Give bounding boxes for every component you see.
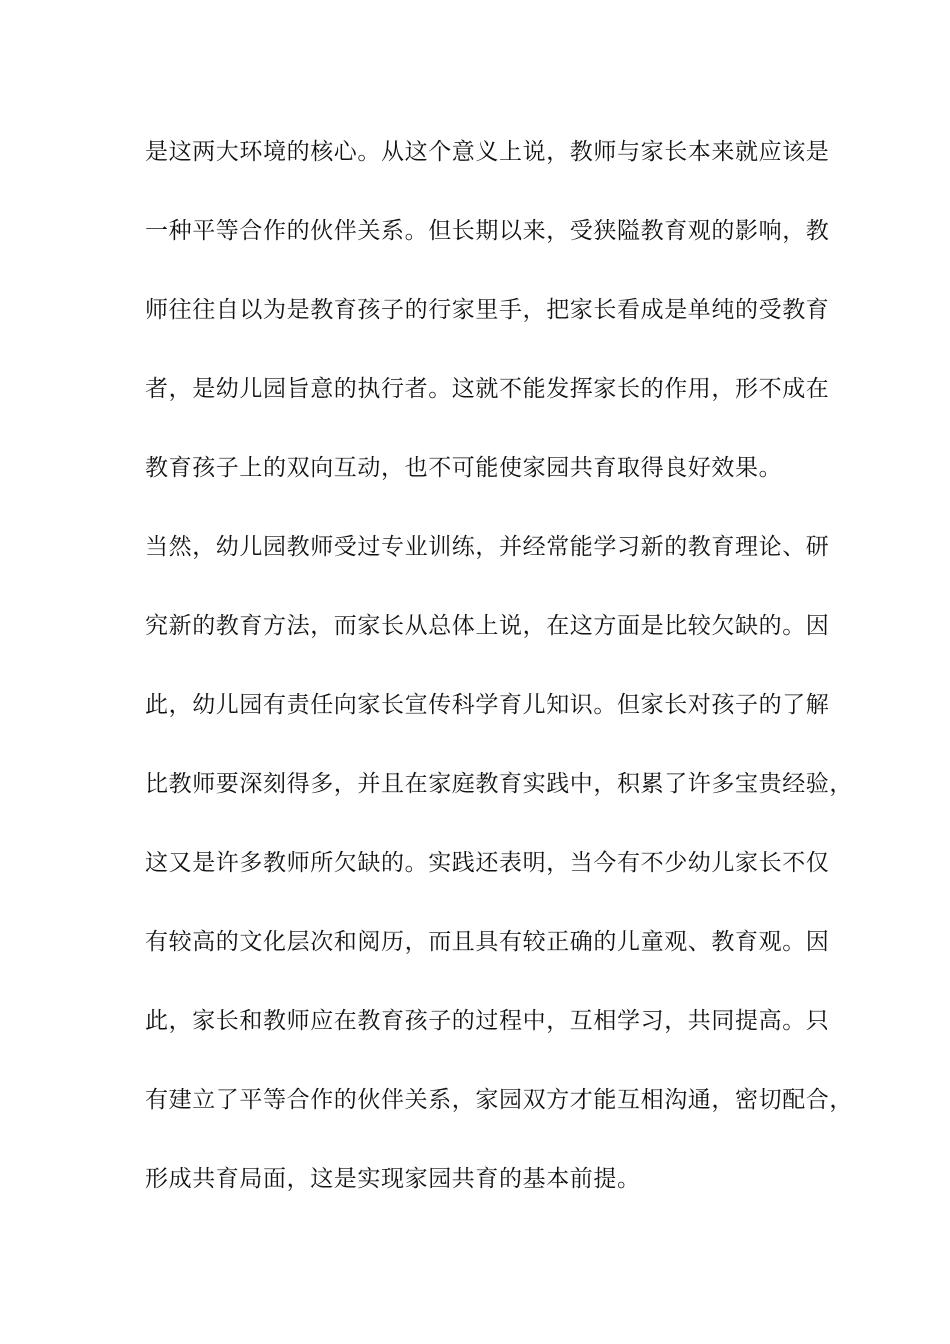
text-line: 有建立了平等合作的伙伴关系，家园双方才能互相沟通，密切配合，	[145, 1087, 853, 1113]
text-line: 是这两大环境的核心。从这个意义上说，教师与家长本来就应该是	[145, 139, 830, 165]
text-line: 师往往自以为是教育孩子的行家里手，把家长看成是单纯的受教育	[145, 297, 830, 323]
text-line: 当然，幼儿园教师受过专业训练，并经常能学习新的教育理论、研	[145, 534, 830, 560]
text-line: 一种平等合作的伙伴关系。但长期以来，受狭隘教育观的影响，教	[145, 218, 830, 244]
text-line: 比教师要深刻得多，并且在家庭教育实践中，积累了许多宝贵经验，	[145, 771, 853, 797]
text-line: 形成共育局面，这是实现家园共育的基本前提。	[145, 1166, 641, 1192]
text-line: 者，是幼儿园旨意的执行者。这就不能发挥家长的作用，形不成在	[145, 376, 830, 402]
text-line: 教育孩子上的双向互动，也不可能使家园共育取得良好效果。	[145, 455, 783, 481]
text-line: 究新的教育方法，而家长从总体上说，在这方面是比较欠缺的。因	[145, 613, 830, 639]
text-line: 有较高的文化层次和阅历，而且具有较正确的儿童观、教育观。因	[145, 929, 830, 955]
text-line: 这又是许多教师所欠缺的。实践还表明，当今有不少幼儿家长不仅	[145, 850, 830, 876]
text-line: 此，家长和教师应在教育孩子的过程中，互相学习，共同提高。只	[145, 1008, 830, 1034]
text-line: 此，幼儿园有责任向家长宣传科学育儿知识。但家长对孩子的了解	[145, 692, 830, 718]
